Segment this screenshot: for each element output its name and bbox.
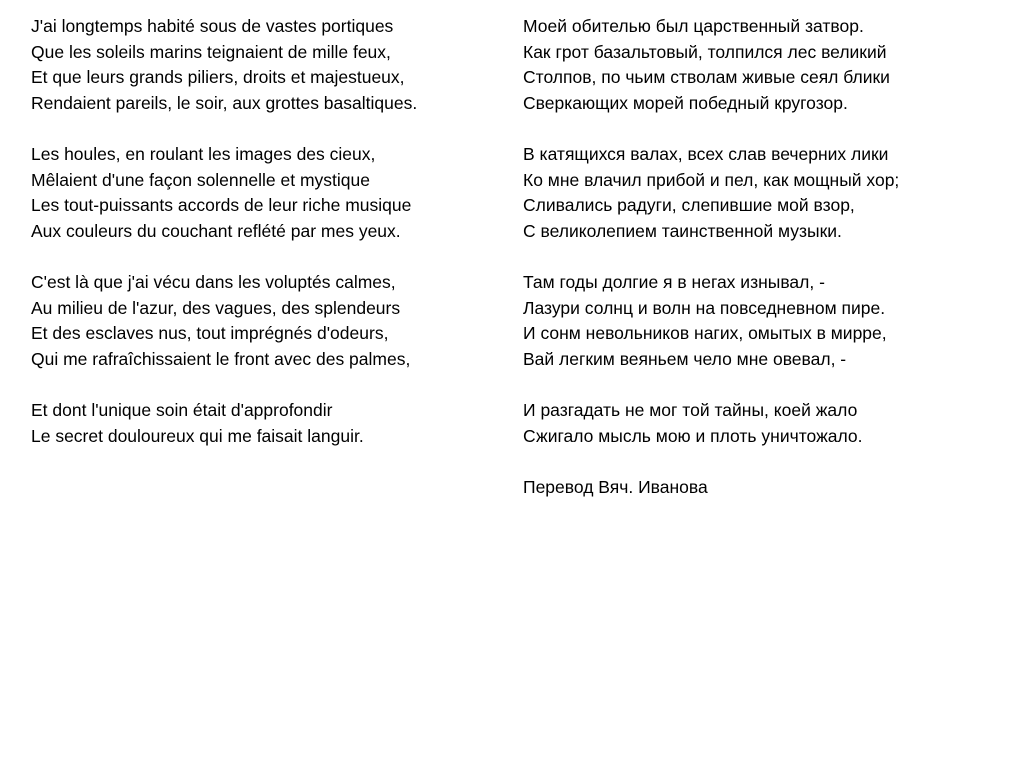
poem-line: Le secret douloureux qui me faisait languir. — [31, 425, 364, 446]
poem-line: Сливались радуги, слепившие мой взор, — [523, 195, 855, 216]
french-stanza-2 — [31, 142, 501, 244]
poem-line: Mêlaient d'une façon solennelle et mystique — [31, 169, 370, 190]
translation-credit-block — [523, 475, 1003, 501]
poem-line: Rendaient pareils, le soir, aux grottes basaltiques. — [31, 92, 418, 113]
poem-line: Au milieu de l'azur, des vagues, des splendeurs — [31, 297, 401, 318]
poem-line: Aux couleurs du couchant reflété par mes yeux. — [31, 220, 401, 241]
poem-line: В катящихся валах, всех слав вечерних лики — [523, 143, 889, 164]
french-stanza-3 — [31, 270, 501, 372]
poem-line: Как грот базальтовый, толпился лес великий — [523, 41, 887, 62]
poem-line: J'ai longtemps habité sous de vastes portiques — [31, 16, 394, 36]
poem-line: Que les soleils marins teignaient de mille feux, — [31, 41, 391, 62]
russian-stanza-2 — [523, 142, 1003, 244]
poem-line: Les houles, en roulant les images des cieux, — [31, 143, 376, 164]
poem-line: И разгадать не мог той тайны, коей жало — [523, 399, 858, 420]
poem-line: Лазури солнц и волн на повседневном пире. — [523, 297, 886, 318]
poem-line: С великолепием таинственной музыки. — [523, 220, 842, 241]
french-stanza-4 — [31, 398, 501, 449]
poem-line: Et des esclaves nus, tout imprégnés d'odeurs, — [31, 323, 389, 344]
french-stanza-1 — [31, 14, 501, 116]
poem-line: Там годы долгие я в негах изнывал, - — [523, 271, 825, 292]
poem-line: C'est là que j'ai vécu dans les voluptés calmes, — [31, 271, 396, 292]
russian-stanza-4 — [523, 398, 1003, 449]
russian-stanza-3 — [523, 270, 1003, 372]
poem-line: Вай легким веяньем чело мне овевал, - — [523, 348, 847, 369]
poem-line: Моей обителью был царственный затвор. — [523, 16, 864, 36]
poem-line: Сжигало мысль мою и плоть уничтожало. — [523, 425, 863, 446]
poem-line: Et que leurs grands piliers, droits et majestueux, — [31, 67, 405, 88]
russian-translation-column — [523, 14, 1003, 526]
poem-line: Les tout-puissants accords de leur riche musique — [31, 195, 412, 216]
poem-line: Сверкающих морей победный кругозор. — [523, 92, 848, 113]
poem-line: Ко мне влачил прибой и пел, как мощный хор; — [523, 169, 900, 190]
poem-line: И сонм невольников нагих, омытых в мирре, — [523, 323, 887, 344]
french-poem-column — [31, 14, 501, 475]
poem-line: Qui me rafraîchissaient le front avec des palmes, — [31, 348, 411, 369]
poem-line: Et dont l'unique soin était d'approfondir — [31, 399, 333, 420]
russian-stanza-1 — [523, 14, 1003, 116]
poem-line: Столпов, по чьим стволам живые сеял блики — [523, 67, 890, 88]
translation-credit: Перевод Вяч. Иванова — [523, 476, 708, 497]
